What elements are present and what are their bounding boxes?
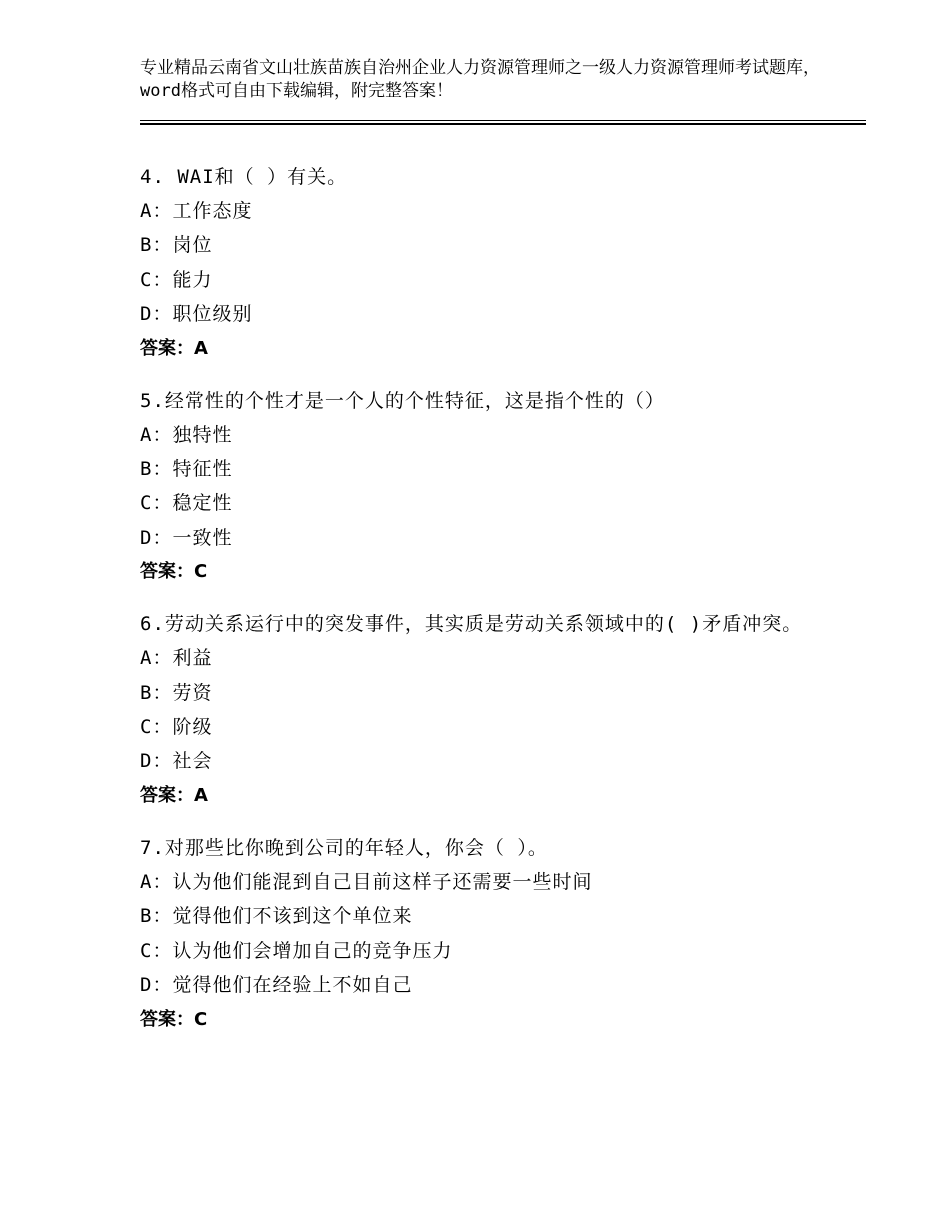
answer: 答案：A — [140, 337, 208, 359]
question-stem: 7.对那些比你晚到公司的年轻人，你会（ ）。 — [140, 836, 548, 859]
option-b: B：觉得他们不该到这个单位来 — [140, 905, 413, 928]
option-b: B：岗位 — [140, 234, 213, 257]
option-d: D：职位级别 — [140, 303, 253, 326]
option-b: B：劳资 — [140, 681, 213, 704]
question-6 — [140, 607, 840, 813]
header-rule-thick — [140, 123, 866, 125]
option-b: B：特征性 — [140, 458, 233, 481]
option-c: C：认为他们会增加自己的竞争压力 — [140, 939, 453, 962]
question-stem: 5.经常性的个性才是一个人的个性特征，这是指个性的（） — [140, 389, 665, 412]
question-5 — [140, 384, 840, 590]
answer: 答案：C — [140, 561, 208, 583]
document-header: 专业精品云南省文山壮族苗族自治州企业人力资源管理师之一级人力资源管理师考试题库，word格式可自由下载编辑，附完整答案！ — [140, 58, 820, 101]
option-d: D：一致性 — [140, 526, 233, 549]
question-stem: 6.劳动关系运行中的突发事件，其实质是劳动关系领域中的( )矛盾冲突。 — [140, 613, 803, 636]
option-c: C：稳定性 — [140, 492, 233, 515]
option-a: A：工作态度 — [140, 200, 253, 222]
option-a: A：认为他们能混到自己目前这样子还需要一些时间 — [140, 870, 593, 893]
option-d: D：觉得他们在经验上不如自己 — [140, 974, 413, 997]
option-d: D：社会 — [140, 750, 213, 773]
option-c: C：能力 — [140, 268, 213, 291]
question-stem: 4. WAI和（ ）有关。 — [140, 166, 348, 188]
question-list — [140, 160, 840, 1055]
header-rule-thin — [140, 120, 866, 121]
option-c: C：阶级 — [140, 716, 213, 739]
question-4 — [140, 160, 840, 366]
question-7 — [140, 831, 840, 1037]
option-a: A：利益 — [140, 647, 213, 670]
option-a: A：独特性 — [140, 423, 233, 446]
answer: 答案：A — [140, 784, 208, 806]
answer: 答案：C — [140, 1008, 208, 1030]
